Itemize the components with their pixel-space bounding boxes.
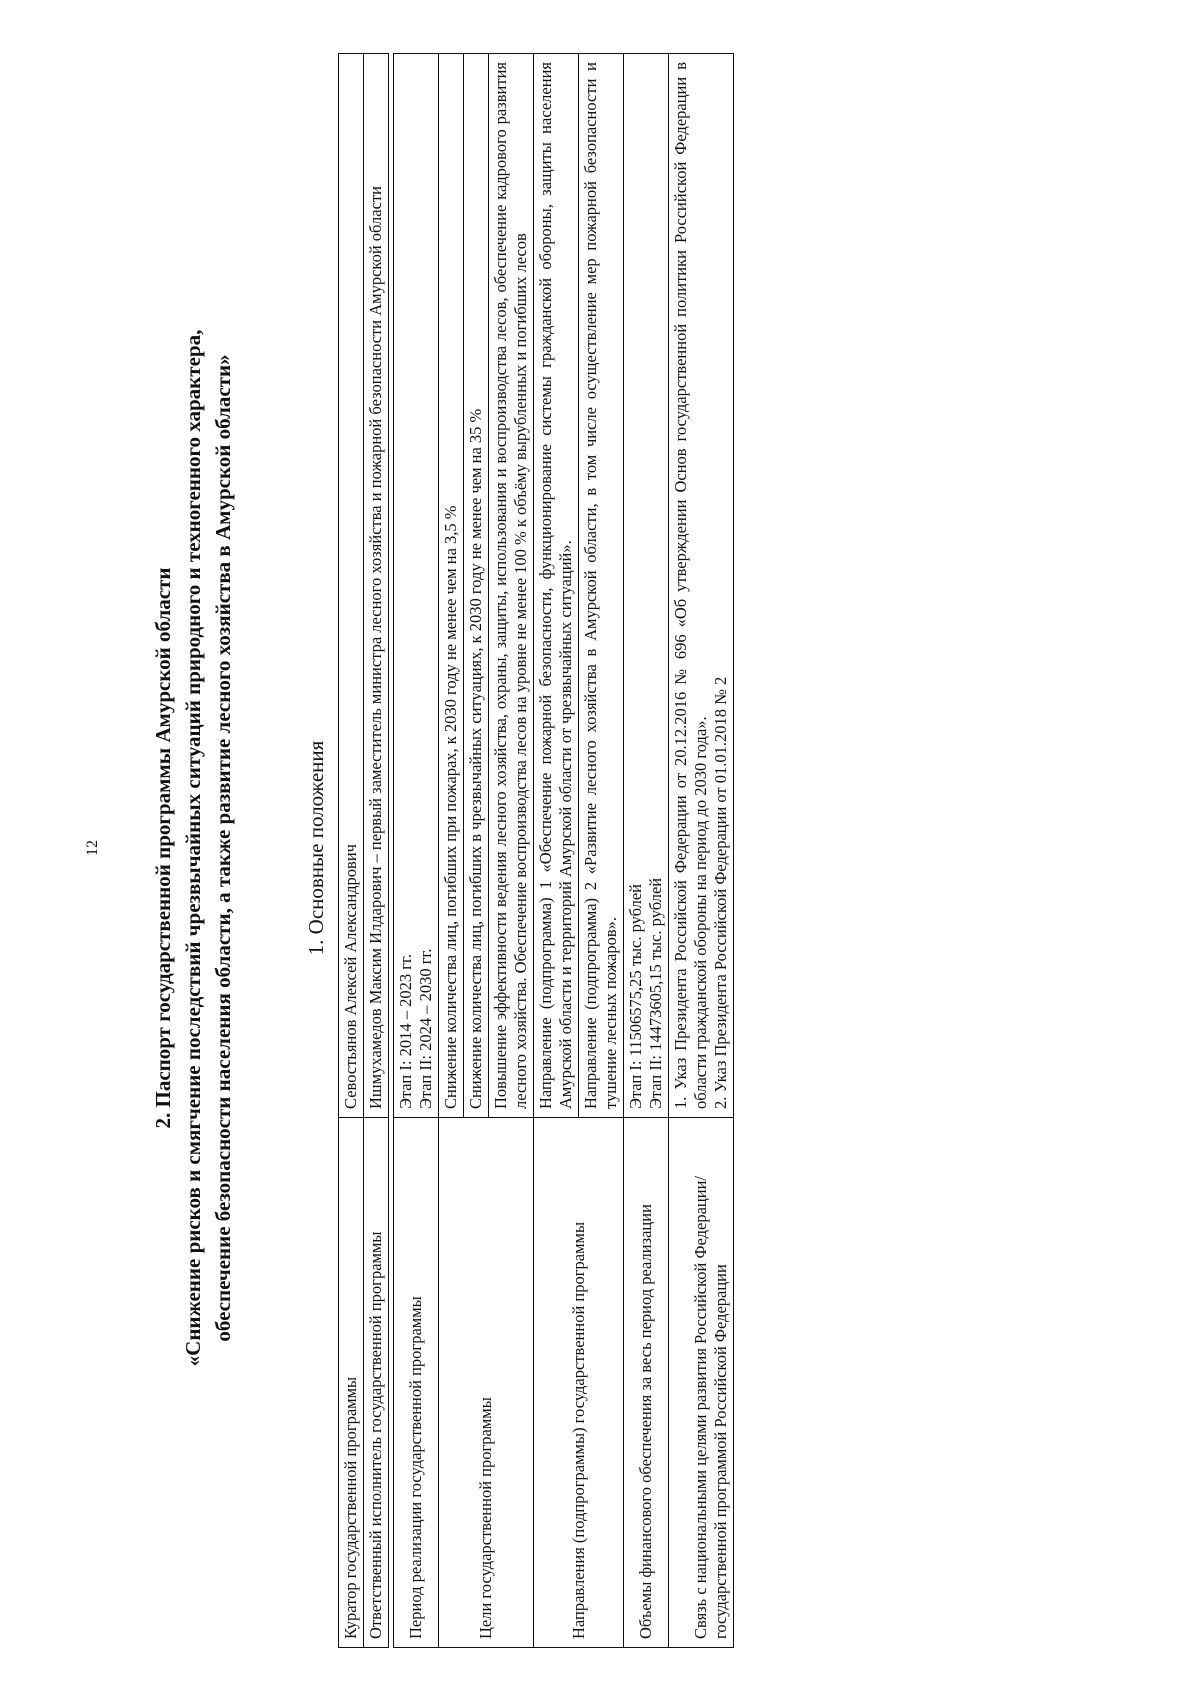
- links-value: [669, 54, 734, 1118]
- goals-label: Цели государственной программы: [439, 1118, 534, 1648]
- executor-label: Ответственный исполнитель государственной программы: [364, 1118, 389, 1648]
- period-label: Период реализации государственной программы: [394, 1118, 439, 1648]
- financing-stage-1: Этап I: 11506575,25 тыс. рублей: [626, 883, 645, 1109]
- table-row-period: [394, 54, 439, 1648]
- title-line-2: «Снижение рисков и смягчение последствий чрезвычайных ситуаций природного и техногенного характера,: [181, 329, 205, 1367]
- goal-3: Повышение эффективности ведения лесного хозяйства, охраны, защиты, использования и воспроизводства лесов, обеспечение кадрового развития лесного хозяйства. Обеспечение воспроизводства лесов на уровне не менее 100 % к объёму вырубленных и погибших лесов: [489, 54, 534, 1118]
- title-line-3: обеспечение безопасности населения области, а также развитие лесного хозяйства в Амурской области»: [211, 354, 235, 1342]
- direction-1: Направление (подпрограмма) 1 «Обеспечение пожарной безопасности, функционирование системы гражданской обороны, защиты населения Амурской области и территорий Амурской области от чрезвычайных ситуаций».: [534, 54, 579, 1118]
- period-stage-2: Этап II: 2024 – 2030 гг.: [416, 948, 435, 1109]
- directions-label: Направления (подпрограммы) государственной программы: [534, 1118, 624, 1648]
- title-line-1: 2. Паспорт государственной программы Амурской области: [151, 567, 175, 1129]
- section-heading: 1. Основные положения: [304, 740, 328, 956]
- passport-table: [338, 53, 734, 1648]
- curator-label: Куратор государственной программы: [339, 1118, 364, 1648]
- document-title: [148, 120, 238, 1576]
- financing-value: [624, 54, 669, 1118]
- table-row-links: [669, 54, 734, 1648]
- goal-2: Снижение количества лиц, погибших в чрезвычайных ситуациях, к 2030 году не менее чем на 35 %: [464, 54, 489, 1118]
- period-stage-1: Этап I: 2014 – 2023 гг.: [396, 954, 415, 1109]
- page-number: 12: [84, 840, 101, 856]
- table-row-direction-1: [534, 54, 579, 1648]
- table-row-goal-1: [439, 54, 464, 1648]
- financing-stage-2: Этап II: 14473605,15 тыс. рублей: [646, 877, 665, 1109]
- curator-value: Севостьянов Алексей Александрович: [339, 54, 364, 1118]
- table-row-curator: [339, 54, 364, 1648]
- links-item-2: 2. Указ Президента Российской Федерации от 01.01.2018 № 2: [711, 676, 730, 1109]
- links-item-1: 1. Указ Президента Российской Федерации от 20.12.2016 № 696 «Об утверждении Основ государственной политики Российской Федерации в области гражданской обороны на период до 2030 года».: [671, 62, 710, 1109]
- executor-value: Ишмухамедов Максим Илдарович – первый заместитель министра лесного хозяйства и пожарной безопасности Амурской области: [364, 54, 389, 1118]
- links-label: Связь с национальными целями развития Российской Федерации/ государственной программой Российской Федерации: [669, 1118, 734, 1648]
- period-value: [394, 54, 439, 1118]
- goal-1: Снижение количества лиц, погибших при пожарах, к 2030 году не менее чем на 3,5 %: [439, 54, 464, 1118]
- table-row-executor: [364, 54, 389, 1648]
- table-row-financing: [624, 54, 669, 1648]
- direction-2: Направление (подпрограмма) 2 «Развитие лесного хозяйства в Амурской области, в том числе осуществление мер пожарной безопасности и тушение лесных пожаров».: [579, 54, 624, 1118]
- financing-label: Объемы финансового обеспечения за весь период реализации: [624, 1118, 669, 1648]
